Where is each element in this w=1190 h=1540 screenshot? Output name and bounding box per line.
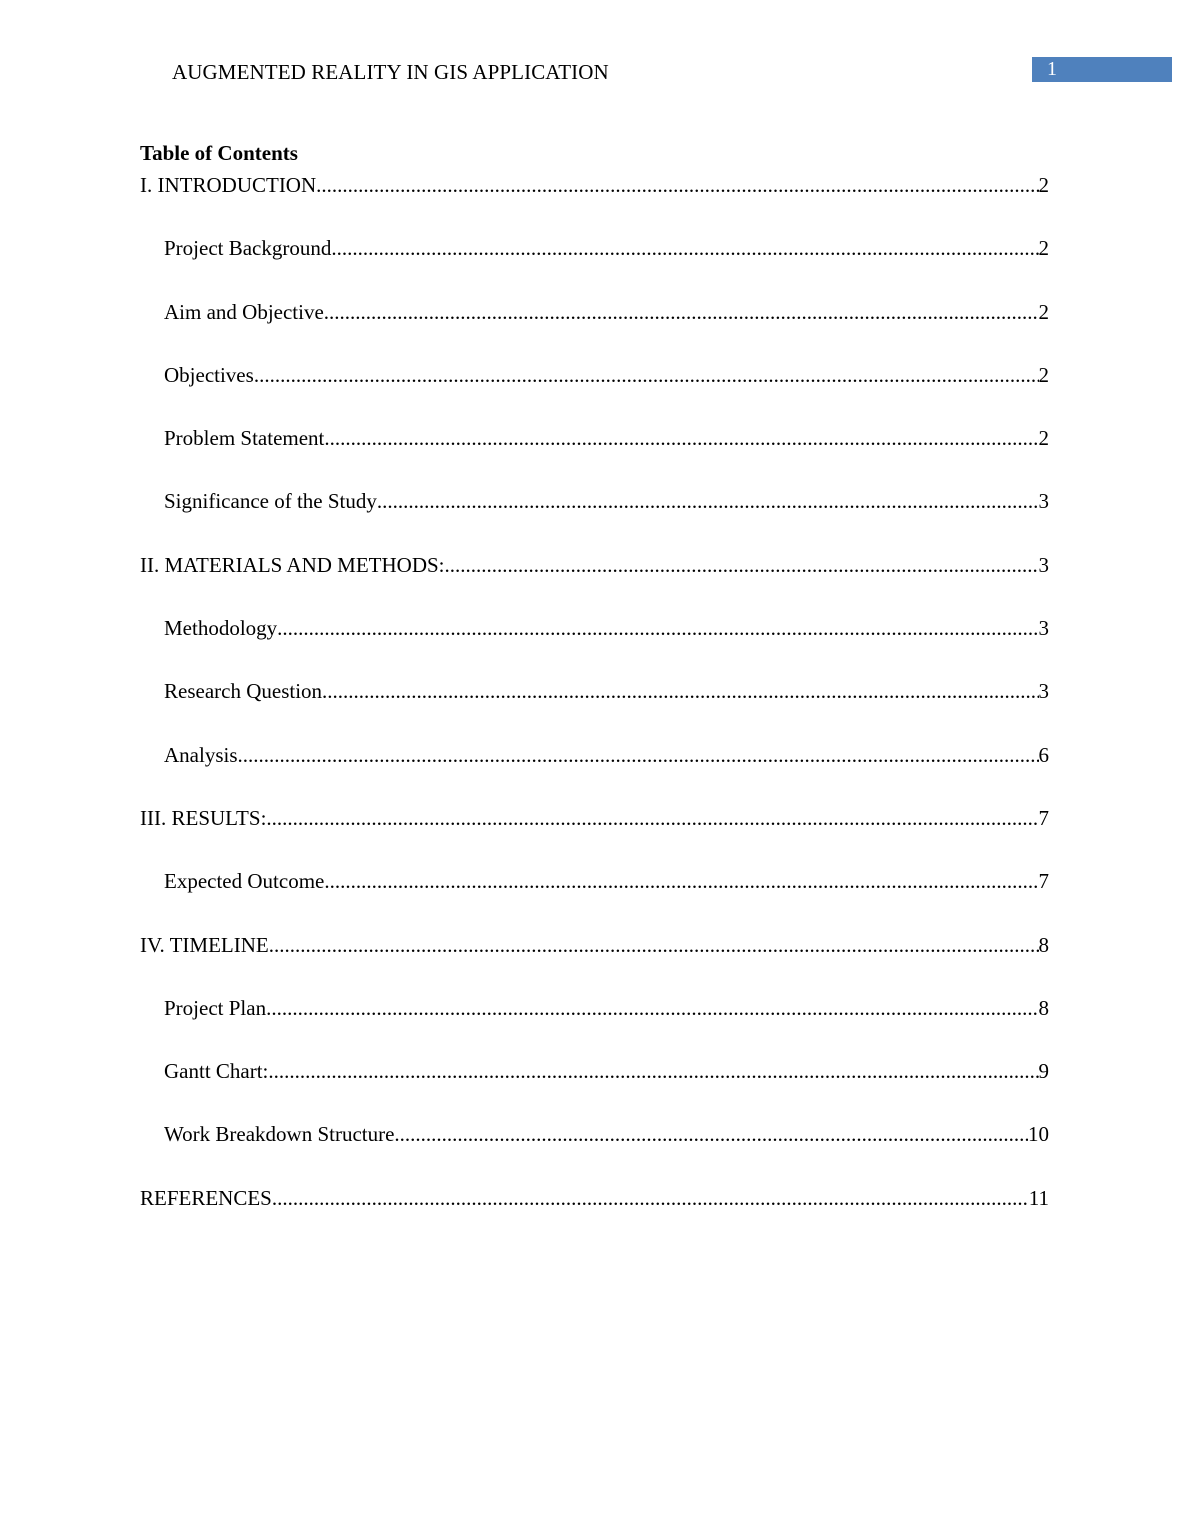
toc-entry-page: 10 (1028, 1122, 1049, 1147)
toc-entry-label: IV. TIMELINE (140, 932, 269, 957)
toc-dot-leader (266, 804, 1038, 832)
toc-entry-label: Work Breakdown Structure (164, 1122, 395, 1147)
toc-entry-materials-and-methods[interactable] (140, 551, 1049, 579)
toc-entry-page: 7 (1038, 805, 1049, 830)
toc-entry-gantt-chart[interactable] (140, 1057, 1049, 1085)
toc-entry-references[interactable] (140, 1184, 1049, 1212)
toc-dot-leader (316, 171, 1038, 199)
toc-entry-page: 8 (1038, 932, 1049, 957)
toc-dot-leader (394, 1120, 1028, 1148)
toc-dot-leader (254, 361, 1039, 389)
toc-entry-methodology[interactable] (140, 614, 1049, 642)
toc-dot-leader (324, 298, 1039, 326)
toc-entry-page: 3 (1038, 616, 1049, 641)
toc-entry-page: 9 (1038, 1059, 1049, 1084)
toc-entry-research-question[interactable] (140, 677, 1049, 705)
toc-dot-leader (322, 677, 1038, 705)
toc-entry-page: 3 (1038, 489, 1049, 514)
toc-dot-leader (324, 424, 1038, 452)
toc-entry-label: I. INTRODUCTION (140, 173, 317, 197)
toc-entry-label: Project Background (164, 236, 332, 261)
toc-entry-objectives[interactable] (140, 361, 1049, 389)
toc-entry-label: REFERENCES (140, 1185, 272, 1210)
toc-entry-label: Project Plan (164, 995, 267, 1020)
toc-entry-expected-outcome[interactable] (140, 867, 1049, 895)
toc-entry-label: III. RESULTS: (140, 805, 267, 830)
toc-dot-leader (238, 741, 1039, 769)
toc-entry-page: 8 (1038, 995, 1049, 1020)
running-header-title: AUGMENTED REALITY IN GIS APPLICATION (172, 60, 609, 84)
toc-entry-page: 3 (1038, 679, 1049, 704)
toc-entry-page: 2 (1038, 362, 1049, 387)
toc-entry-results[interactable] (140, 804, 1049, 832)
toc-entry-label: Gantt Chart: (164, 1059, 269, 1084)
toc-dot-leader (331, 234, 1038, 262)
toc-entry-project-plan[interactable] (140, 994, 1049, 1022)
toc-dot-leader (324, 867, 1038, 895)
toc-title: Table of Contents (140, 141, 298, 165)
toc-entry-label: Methodology (164, 616, 278, 641)
table-of-contents (140, 171, 1049, 1247)
toc-entry-page: 7 (1038, 869, 1049, 894)
toc-entry-page: 3 (1038, 552, 1049, 577)
toc-entry-introduction[interactable] (140, 171, 1049, 199)
toc-entry-significance-of-the-study[interactable] (140, 487, 1049, 515)
toc-dot-leader (272, 1184, 1029, 1212)
toc-entry-page: 2 (1038, 426, 1049, 451)
toc-dot-leader (266, 994, 1038, 1022)
toc-entry-label: II. MATERIALS AND METHODS: (140, 552, 445, 577)
toc-entry-page: 2 (1038, 173, 1049, 197)
toc-entry-problem-statement[interactable] (140, 424, 1049, 452)
toc-entry-label: Objectives (164, 362, 254, 387)
toc-entry-page: 6 (1038, 742, 1049, 767)
toc-entry-label: Analysis (164, 742, 238, 767)
toc-entry-work-breakdown-structure[interactable] (140, 1120, 1049, 1148)
toc-entry-aim-and-objective[interactable] (140, 298, 1049, 326)
toc-entry-timeline[interactable] (140, 931, 1049, 959)
toc-dot-leader (268, 1057, 1038, 1085)
toc-dot-leader (277, 614, 1038, 642)
toc-entry-page: 11 (1028, 1185, 1049, 1210)
toc-entry-page: 2 (1038, 236, 1049, 261)
toc-dot-leader (269, 931, 1039, 959)
toc-entry-analysis[interactable] (140, 741, 1049, 769)
toc-entry-label: Expected Outcome (164, 869, 325, 894)
toc-entry-label: Research Question (164, 679, 323, 704)
toc-dot-leader (445, 551, 1039, 579)
page-number-badge: 1 (1032, 57, 1172, 82)
toc-entry-label: Problem Statement (164, 426, 325, 451)
toc-entry-label: Aim and Objective (164, 299, 324, 324)
toc-entry-page: 2 (1038, 299, 1049, 324)
toc-dot-leader (377, 487, 1039, 515)
toc-entry-project-background[interactable] (140, 234, 1049, 262)
toc-entry-label: Significance of the Study (164, 489, 377, 514)
